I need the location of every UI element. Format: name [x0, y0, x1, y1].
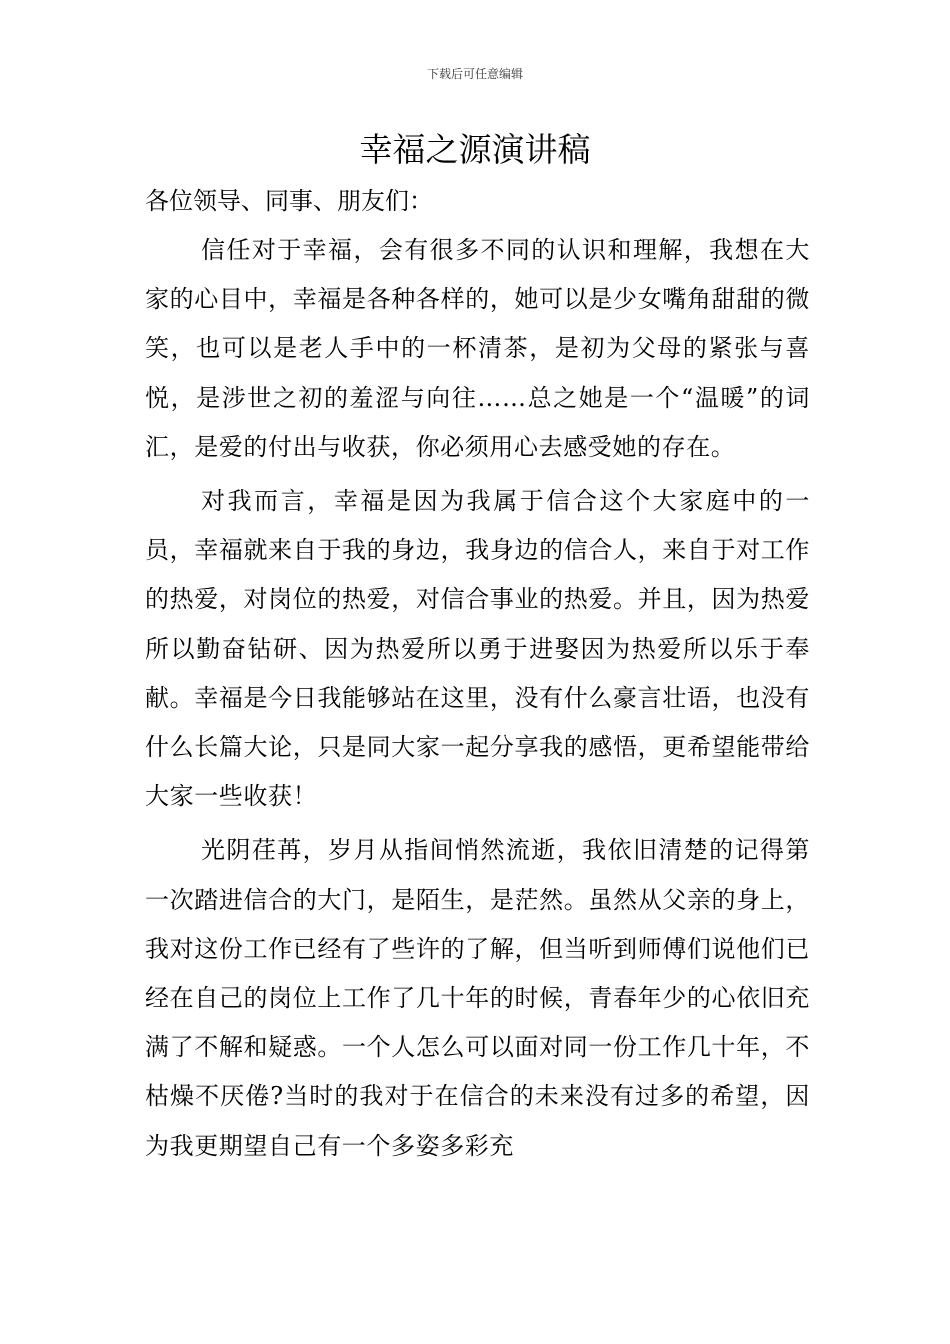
header-note: 下载后可任意编辑: [426, 67, 523, 81]
paragraph-3: 光阴荏苒，岁月从指间悄然流逝，我依旧清楚的记得第一次踏进信合的大门，是陌生，是茫然。虽然从父亲的身上，我对这份工作已经有了些许的了解，但当听到师傅们说他们已经在自己的岗位上工作了几十年的时候，青春年少的心依旧充满了不解和疑惑。一个人怎么可以面对同一份工作几十年，不枯燥不厌倦?当时的我对于在信合的未来没有过多的希望，因为我更期望自己有一个多姿多彩充: [145, 836, 810, 1160]
document-title: 幸福之源演讲稿: [359, 130, 591, 169]
document-body: [145, 226, 810, 1176]
paragraph-2: 对我而言，幸福是因为我属于信合这个大家庭中的一员，幸福就来自于我的身边，我身边的信合人，来自于对工作的热爱，对岗位的热爱，对信合事业的热爱。并且，因为热爱所以勤奋钻研、因为热爱所以勇于进娶因为热爱所以乐于奉献。幸福是今日我能够站在这里，没有什么豪言壮语，也没有什么长篇大论，只是同大家一起分享我的感悟，更希望能带给大家一些收获！: [145, 487, 810, 811]
salutation: 各位领导、同事、朋友们：: [145, 187, 433, 215]
paragraph-1: 信任对于幸福，会有很多不同的认识和理解，我想在大家的心目中，幸福是各种各样的，她可以是少女嘴角甜甜的微笑，也可以是老人手中的一杯清茶，是初为父母的紧张与喜悦，是涉世之初的羞涩与向往……总之她是一个“温暖”的词汇，是爱的付出与收获，你必须用心去感受她的存在。: [145, 236, 810, 461]
